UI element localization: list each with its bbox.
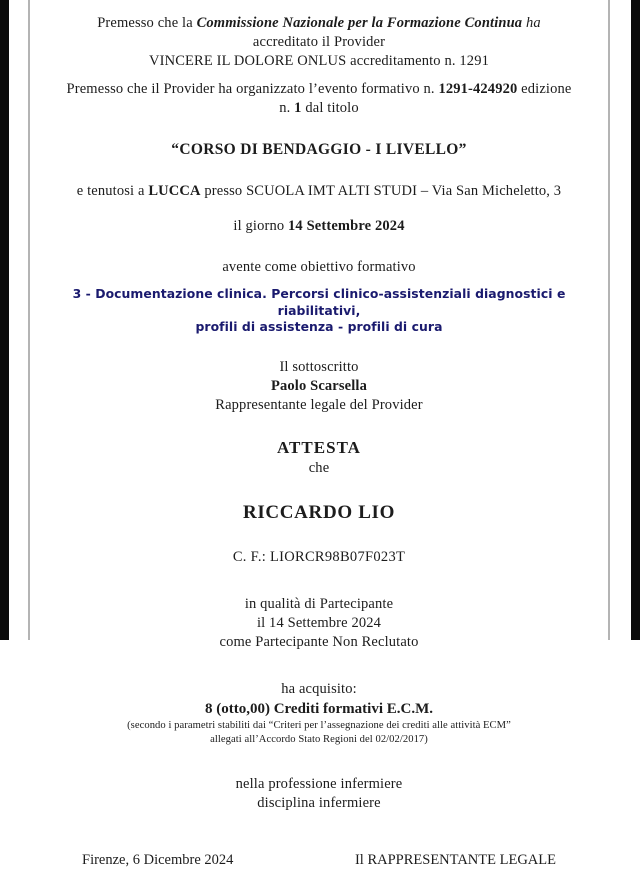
- certificate-page: [30, 0, 608, 868]
- preamble-line-1-prefix: Premesso che la: [97, 15, 197, 31]
- discipline-line: disciplina infermiere: [257, 794, 381, 811]
- spacer: [64, 201, 574, 217]
- spacer: [64, 160, 574, 182]
- profession-line: nella professione infermiere: [235, 775, 403, 792]
- participation-date: il 14 Settembre 2024: [256, 614, 382, 631]
- signatory-role: Rappresentante legale del Provider: [215, 396, 423, 413]
- spacer: [64, 236, 574, 258]
- attestation-heading: ATTESTA: [277, 437, 361, 457]
- credits-note-line-1: (secondo i parametri stabiliti dai “Criteri per l’assegnazione dei crediti alle attività ECM”: [127, 719, 511, 731]
- fiscal-code-value: LIORCR98B07F023T: [269, 548, 406, 565]
- signatory-intro: Il sottoscritto: [279, 358, 359, 375]
- event-number: 1291-424920: [438, 81, 518, 97]
- objective-intro: avente come obiettivo formativo: [222, 259, 416, 275]
- spacer: [64, 747, 574, 775]
- spacer: [64, 652, 574, 680]
- event-intro-text: Premesso che il Provider ha organizzato l’evento formativo n.: [66, 81, 439, 97]
- credits-intro: ha acquisito:: [281, 680, 357, 697]
- preamble-line-1: [64, 14, 574, 52]
- fiscal-code-label: C. F.:: [232, 548, 270, 565]
- spacer: [64, 841, 574, 850]
- recipient-name: RICCARDO LIO: [242, 501, 396, 523]
- spacer: [64, 813, 574, 841]
- attestation-subheading: che: [308, 459, 330, 476]
- footer-place-and-date: Firenze, 6 Dicembre 2024: [82, 851, 234, 868]
- viewer-right-edge-bar: [631, 0, 640, 640]
- course-date-value: 14 Settembre 2024: [288, 218, 405, 234]
- page-right-margin-rule: [608, 0, 610, 640]
- footer-signature-label: Il RAPPRESENTANTE LEGALE: [354, 851, 556, 868]
- spacer: [64, 71, 574, 80]
- objective-line-1: 3 - Documentazione clinica. Percorsi clinico-assistenziali diagnostici e riabilitativi,: [72, 286, 566, 318]
- course-title: “CORSO DI BENDAGGIO - I LIVELLO”: [171, 141, 467, 158]
- credits-value: 8 (otto,00) Crediti formativi E.C.M.: [204, 700, 433, 717]
- signatory-name: Paolo Scarsella: [270, 377, 367, 394]
- spacer: [64, 525, 574, 547]
- recipient-fiscal-code-line: [64, 547, 574, 567]
- participation-type: come Partecipante Non Reclutato: [219, 633, 419, 650]
- edition-number: 1: [294, 100, 302, 116]
- preamble-line-3: [64, 80, 574, 118]
- preamble-line-1-suffix: accreditato il Provider: [252, 34, 386, 50]
- spacer: [64, 415, 574, 437]
- participation-role: in qualità di Partecipante: [244, 595, 394, 612]
- credits-note-line-2: allegati all’Accordo Stato Regioni del 02/02/2017): [210, 733, 428, 745]
- course-venue-line: [64, 182, 574, 201]
- spacer: [64, 336, 574, 358]
- course-date-label: il giorno: [233, 218, 289, 234]
- commission-name: Commissione Nazionale per la Formazione Continua: [196, 15, 523, 31]
- edition-intro-text: edizione n.: [279, 81, 572, 116]
- venue-city: LUCCA: [148, 183, 201, 199]
- preamble-line-1-ha: ha: [522, 15, 541, 31]
- objective-line-2: profili di assistenza - profili di cura: [195, 319, 443, 334]
- spacer: [64, 277, 574, 286]
- course-date-line: [64, 217, 574, 236]
- document-footer: [64, 850, 574, 870]
- venue-prefix: e tenutosi a: [76, 183, 149, 199]
- event-suffix-text: dal titolo: [301, 100, 359, 116]
- provider-accreditation-line: VINCERE IL DOLORE ONLUS accreditamento n. 1291: [149, 53, 489, 69]
- spacer: [64, 118, 574, 140]
- spacer: [64, 478, 574, 500]
- spacer: [64, 567, 574, 595]
- venue-address: presso SCUOLA IMT ALTI STUDI – Via San Micheletto, 3: [200, 183, 562, 199]
- viewer-left-edge-bar: [0, 0, 9, 640]
